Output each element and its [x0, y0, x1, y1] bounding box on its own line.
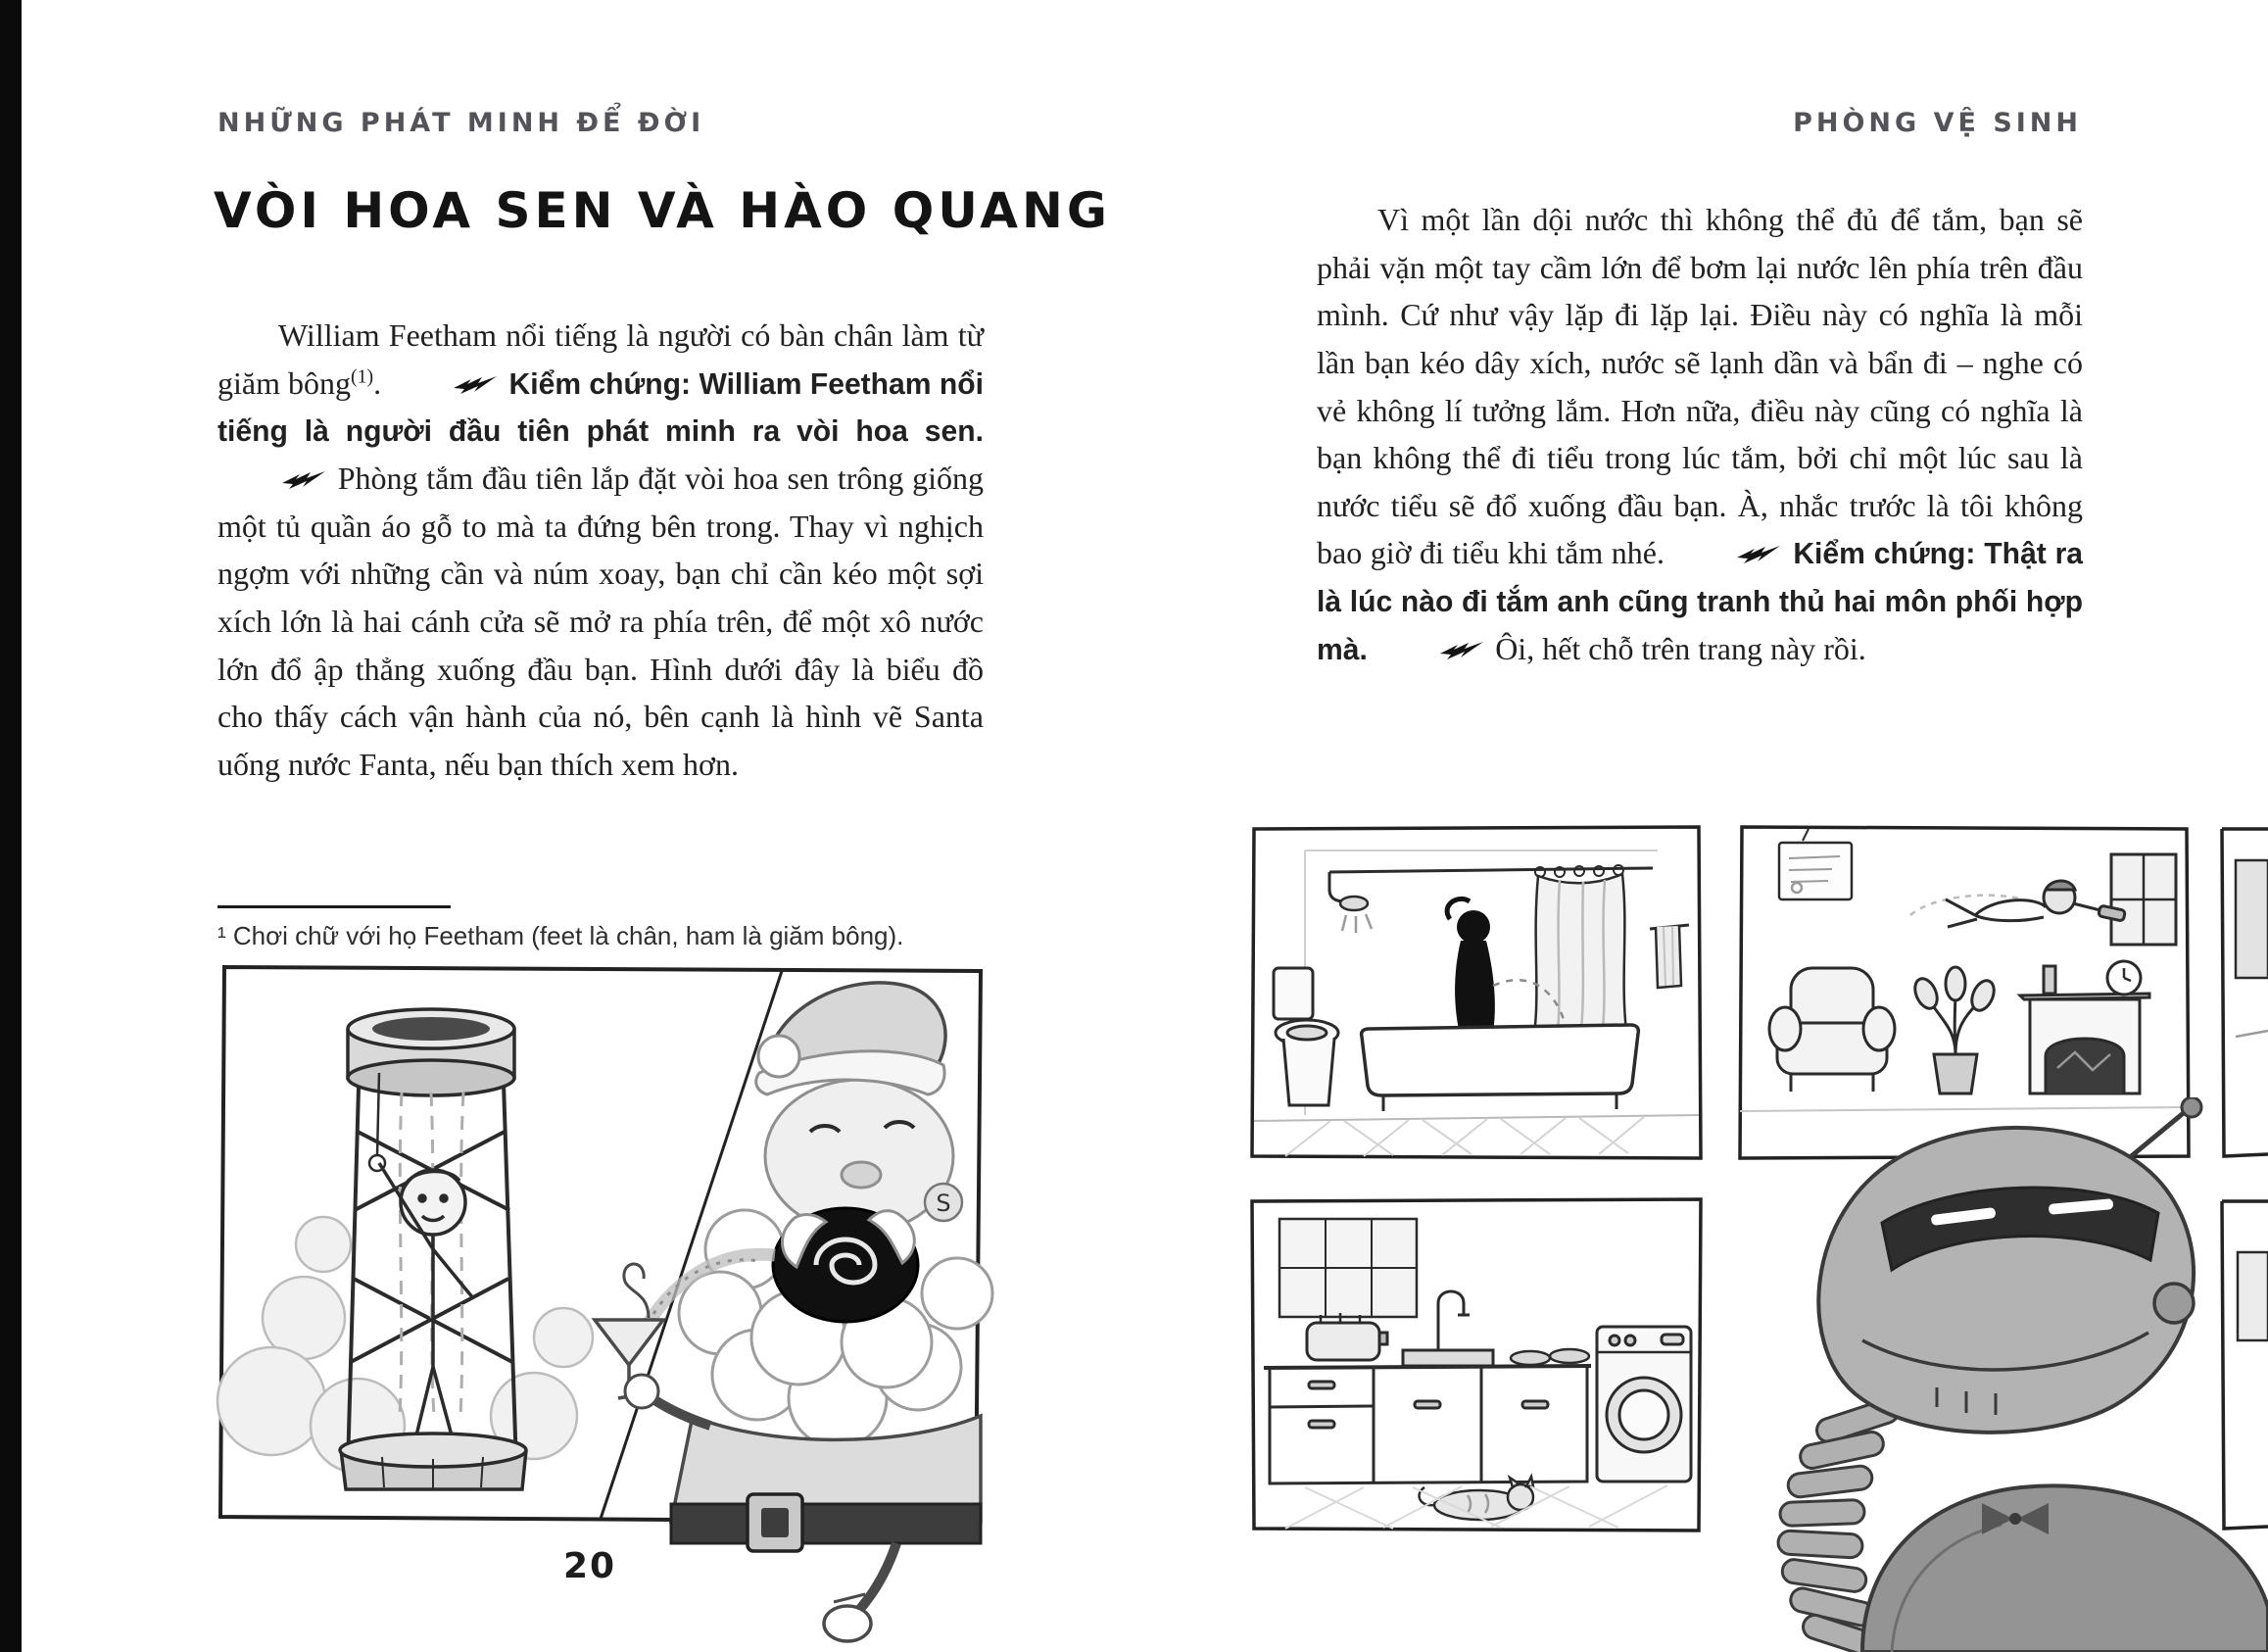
robot-antenna [2129, 1111, 2186, 1158]
body-text: . [373, 364, 390, 401]
body-text: Phòng tắm đầu tiên lắp đặt vòi hoa sen trông giống một tủ quần áo gỗ to mà ta đứng bên trong. Thay vì nghịch ngợm với những cần và núm xoay, bạn chỉ cần kéo một sợi xích lớn là hai cánh cửa sẽ mở ra phía trên, để một xô nước lớn đổ ập thẳng xuống đầu bạn. Hình dưới đây là biểu đồ cho thấy cách vận hành của nó, bên cạnh là hình vẽ Santa uống nước Fanta, nếu bạn thích xem hơn. [217, 461, 984, 782]
svg-text:S: S [936, 1190, 951, 1217]
footnote-marker: (1) [351, 364, 374, 387]
fact-check-text: Kiểm chứng: Thật ra là lúc nào đi tắm anh cũng tranh thủ hai môn phối hợp mà. [1317, 538, 2084, 666]
running-head-right: PHÒNG VỆ SINH [1793, 108, 2082, 138]
panel-bathroom-scene [1246, 821, 1707, 1164]
panel-kitchen-scene [1246, 1193, 1707, 1536]
left-page-paragraph [217, 312, 984, 788]
robot-head [1818, 1128, 2194, 1433]
footnote-text: ¹ Chơi chữ với họ Feetham (feet là chân, ham là giăm bông). [217, 921, 904, 950]
lightning-bolt-icon [217, 455, 329, 503]
chapter-title: VÒI HOA SEN VÀ HÀO QUANG [214, 182, 1111, 239]
lightning-bolt-icon [1375, 625, 1487, 673]
body-text: Ôi, hết chỗ trên trang này rồi. [1487, 630, 1866, 666]
page-number: 20 [562, 1546, 617, 1586]
santa-s-badge [925, 1184, 962, 1221]
fact-check-text: Kiểm chứng: William Feetham nổi tiếng là người đầu tiên phát minh ra vòi hoa sen. [217, 367, 985, 449]
running-head-left: NHỮNG PHÁT MINH ĐỂ ĐỜI [217, 108, 705, 138]
robot-character [1690, 1097, 2268, 1652]
body-text: William Feetham nổi tiếng là người có bàn chân làm từ giăm bông [217, 317, 984, 401]
footnote-rule [217, 905, 451, 908]
page-edge-left [0, 0, 22, 1652]
right-page-paragraph [1317, 196, 2083, 673]
lightning-bolt-icon [389, 360, 501, 408]
body-text: Vì một lần dội nước thì không thể đủ để tắm, bạn sẽ phải vặn một tay cầm lớn để bơm lại nước lên phía trên đầu mình. Cứ như vậy lặp đi lặp lại. Điều này có nghĩa là mỗi lần bạn kéo dây xích, nước sẽ lạnh dần và bẩn đi – nghe có vẻ không lí tưởng lắm. Hơn nữa, điều này cũng có nghĩa là bạn không thể đi tiểu trong lúc tắm, bởi chỉ một lúc sau là nước tiểu sẽ đổ xuống đầu bạn. À, nhắc trước là tôi không bao giờ đi tiểu khi tắm nhé. [1317, 202, 2083, 571]
lightning-bolt-icon [1672, 529, 1784, 577]
